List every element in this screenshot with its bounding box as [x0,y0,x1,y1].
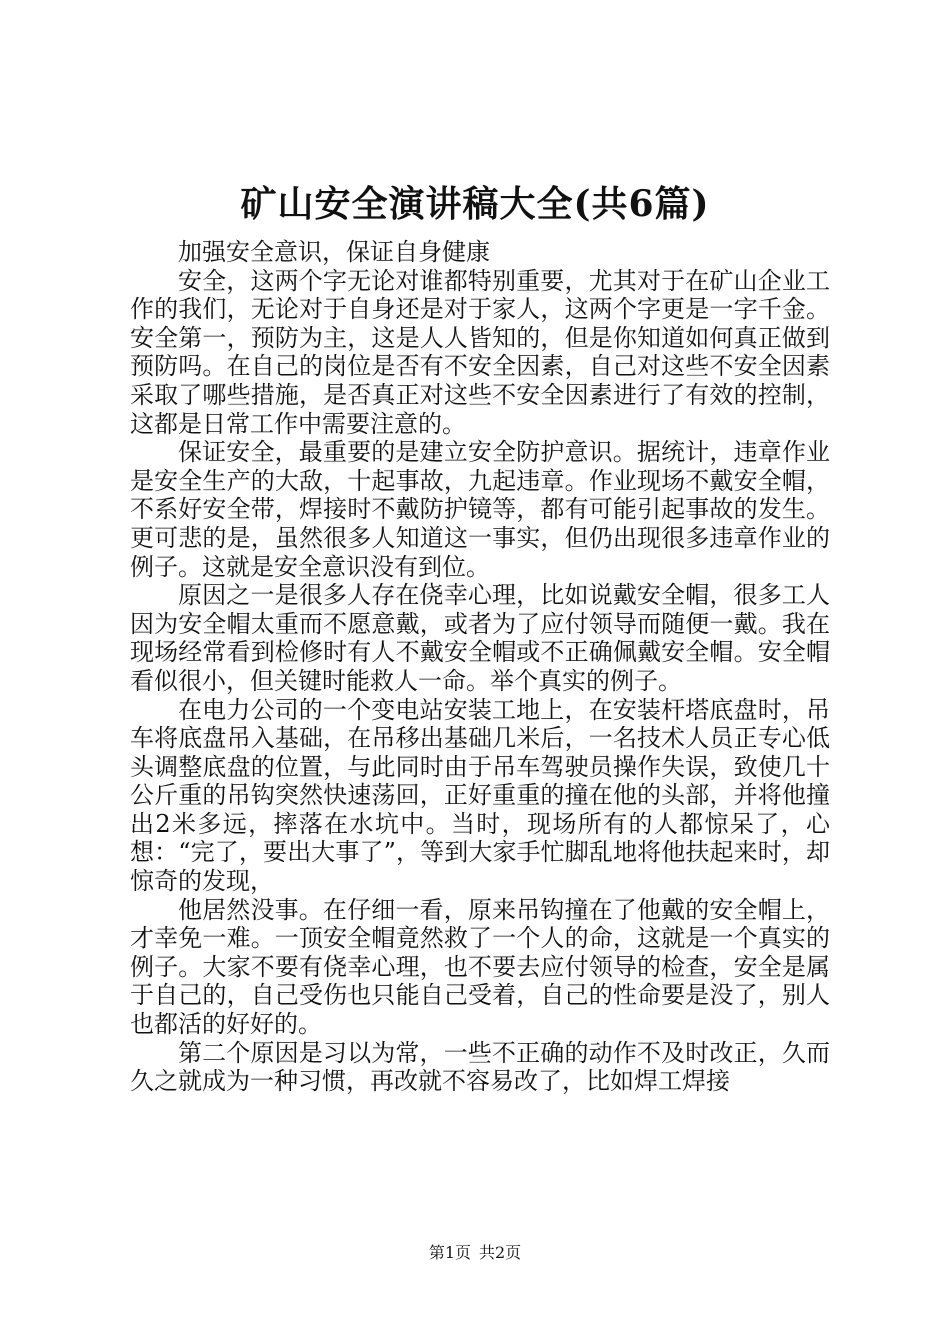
paragraph-subtitle: 加强安全意识，保证自身健康 [178,238,490,266]
page-footer [0,1242,950,1264]
document-title: 矿山安全演讲稿大全(共6篇) [240,183,710,225]
paragraph: 第二个原因是习以为常，一些不正确的动作不及时改正，久而久之就成为一种习惯，再改就不容易改了，比如焊工焊接 [130,1038,830,1096]
paragraph: 原因之一是很多人存在侥幸心理，比如说戴安全帽，很多工人因为安全帽太重而不愿意戴，或者为了应付领导而随便一戴。我在现场经常看到检修时有人不戴安全帽或不正确佩戴安全帽。安全帽看似很小，但关键时能救人一命。举个真实的例子。 [130,581,830,695]
page-number: 第1页 [428,1243,471,1262]
paragraph: 在电力公司的一个变电站安装工地上，在安装杆塔底盘时，吊车将底盘吊入基础，在吊移出基础几米后，一名技术人员正专心低头调整底盘的位置，与此同时由于吊车驾驶员操作失误，致使几十公斤重的吊钩突然快速荡回，正好重重的撞在他的头部，并将他撞出2米多远，摔落在水坑中。当时，现场所有的人都惊呆了，心想：“完了，要出大事了”，等到大家手忙脚乱地将他扶起来时，却惊奇的发现， [130,695,830,896]
paragraph: 保证安全，最重要的是建立安全防护意识。据统计，违章作业是安全生产的大敌，十起事故，九起违章。作业现场不戴安全帽，不系好安全带，焊接时不戴防护镜等，都有可能引起事故的发生。更可悲的是，虽然很多人知道这一事实，但仍出现很多违章作业的例子。这就是安全意识没有到位。 [130,438,830,581]
page-total: 共2页 [479,1243,522,1262]
document-body [130,238,830,1096]
paragraph: 他居然没事。在仔细一看，原来吊钩撞在了他戴的安全帽上，才幸免一难。一顶安全帽竟然救了一个人的命，这就是一个真实的例子。大家不要有侥幸心理，也不要去应付领导的检查，安全是属于自己的，自己受伤也只能自己受着，自己的性命要是没了，别人也都活的好好的。 [130,895,830,1039]
paragraph: 安全，这两个字无论对谁都特别重要，尤其对于在矿山企业工作的我们，无论对于自身还是对于家人，这两个字更是一字千金。安全第一，预防为主，这是人人皆知的，但是你知道如何真正做到预防吗。在自己的岗位是否有不安全因素，自己对这些不安全因素采取了哪些措施，是否真正对这些不安全因素进行了有效的控制，这都是日常工作中需要注意的。 [130,266,830,438]
